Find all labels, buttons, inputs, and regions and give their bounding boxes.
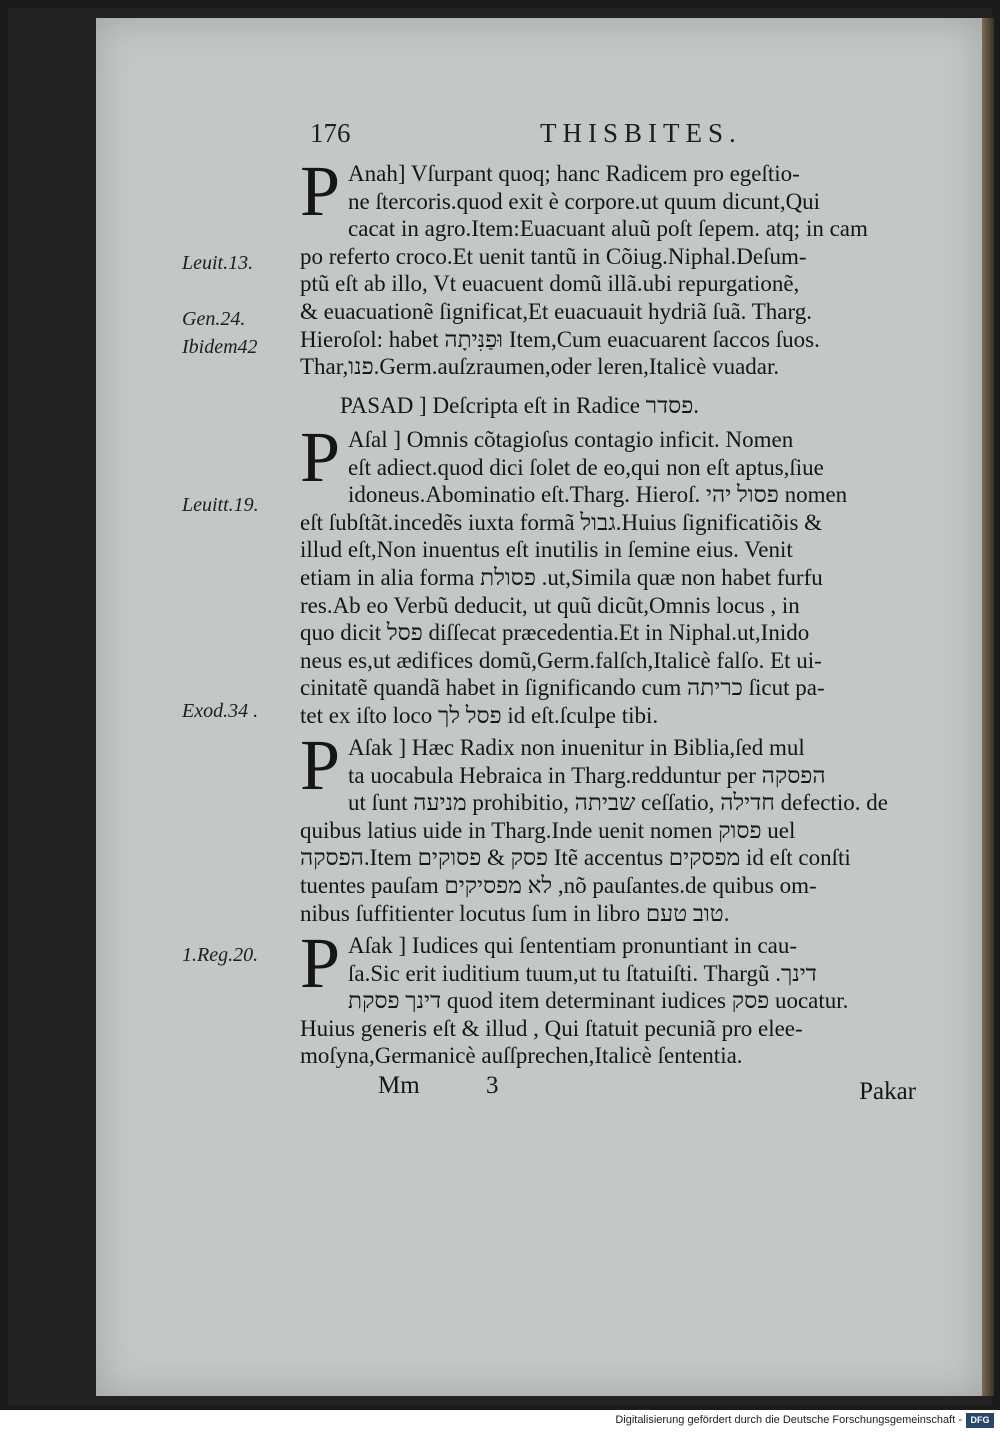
text-line: quo dicit פסל diſſecat præcedentia.Et in Niphal.ut,Inido — [300, 620, 810, 646]
entry-pasad: PASAD ] Deſcripta eſt in Radice פסדר. — [340, 393, 700, 418]
drop-cap: P — [300, 151, 341, 231]
drop-cap: P — [300, 417, 341, 497]
entry-pasak-radix — [300, 725, 952, 927]
text-line: הפסקה.Item פסק & פסוקים Itẽ accentus מפסקים id eſt conſti — [300, 845, 851, 871]
text-line: Thar,פנו.Germ.auſzraumen,oder leren,Italicè vuadar. — [300, 354, 780, 380]
drop-cap: P — [300, 725, 341, 805]
main-text — [300, 151, 952, 1070]
text-line: Aſak ] Hæc Radix non inuenitur in Biblia,ſed mul — [348, 735, 805, 760]
text-line: quibus latius uide in Tharg.Inde uenit nomen פסוק uel — [300, 817, 796, 843]
text-line: tet ex iſto loco פסל לך id eſt.ſculpe tibi. — [300, 702, 659, 728]
text-line: ne ſtercoris.quod exit è corpore.ut quum dicunt,Qui — [348, 188, 821, 214]
text-line: etiam in alia forma פסולת .ut,Simila quæ non habet furfu — [300, 564, 823, 590]
text-line: דינך פסקת quod item determinant iudices פסק uocatur. — [348, 988, 849, 1014]
drop-cap: P — [300, 923, 341, 1003]
text-line: eſt adiect.quod dici ſolet de eo,qui non eſt aptus,ſiue — [348, 454, 824, 480]
text-line: cacat in agro.Item:Euacuant aluũ poſt ſepem. atq; in cam — [348, 216, 868, 242]
signature-number: 3 — [486, 1072, 499, 1099]
entry-panah — [300, 151, 952, 381]
text-line: Aſal ] Omnis cõtagioſus contagio inficit. Nomen — [348, 427, 794, 452]
catchword: Pakar — [859, 1078, 916, 1105]
margin-note: Exod.34 . — [182, 700, 259, 722]
text-line: ptũ eſt ab illo, Vt euacuent domũ illã.ubi repurgationẽ, — [300, 271, 800, 297]
entry-pasak-iudices — [300, 923, 952, 1070]
dfg-logo-icon: DFG — [966, 1413, 994, 1428]
text-line: Huius generis eſt & illud , Qui ſtatuit pecuniã pro elee- — [300, 1015, 803, 1041]
digitization-footer — [0, 1410, 1000, 1432]
text-line: ta uocabula Hebraica in Tharg.redduntur per הפסקה — [348, 762, 826, 788]
text-line: eſt ſubſtãt.incedẽs iuxta formã גבול.Huius ſignificatiõis & — [300, 509, 823, 535]
text-line: res.Ab eo Verbũ deducit, ut quũ dicũt,Omnis locus , in — [300, 592, 800, 618]
text-line: neus es,ut ædifices domũ,Germ.falſch,Italicè falſo. Et ui- — [300, 647, 822, 673]
signature-mark: Mm — [378, 1072, 420, 1099]
text-line: & euacuationẽ ſignificat,Et euacuauit hydriã ſuã. Tharg. — [300, 298, 812, 324]
text-line: idoneus.Abominatio eſt.Tharg. Hieroſ. פסול יהי nomen — [348, 482, 848, 508]
margin-note: 1.Reg.20. — [182, 944, 259, 966]
text-line: cinitatẽ quandã habet in ſignificando cum כריתה ſicut pa- — [300, 675, 825, 701]
margin-note: Ibidem42 — [182, 336, 258, 358]
text-line: Anah] Vſurpant quoq; hanc Radicem pro egeſtio- — [348, 161, 800, 186]
running-head: THISBITES. — [540, 118, 742, 148]
text-line: moſyna,Germanicè auſſprechen,Italicè ſententia. — [300, 1043, 743, 1069]
margin-note: Gen.24. — [182, 308, 246, 330]
text-line: ſa.Sic erit iuditium tuum,ut tu ſtatuiſti. Thargũ .דינך — [348, 960, 817, 986]
text-line: po referto croco.Et uenit tantũ in Cõiug.Niphal.Deſum- — [300, 243, 807, 269]
text-line: tuentes pauſam לא מפסיקים ,nõ pauſantes.de quibus om- — [300, 872, 817, 898]
margin-note: Leuit.13. — [182, 252, 254, 274]
funding-credit: Digitalisierung gefördert durch die Deutsche Forschungsgemeinschaft - — [615, 1414, 962, 1426]
entry-pasal — [300, 417, 952, 730]
text-line: Hieroſol: habet וּפַנִּיתָה Item,Cum euacuarent ſaccos ſuos. — [300, 326, 820, 352]
page-edge — [982, 18, 994, 1396]
page-signature-line — [300, 1072, 952, 1106]
page-number: 176 — [310, 118, 351, 148]
text-line: Aſak ] Iudices qui ſententiam pronuntiant in cau- — [348, 933, 798, 958]
text-line: illud eſt,Non inuentus eſt inutilis in ſemine eius. Venit — [300, 537, 793, 563]
page-header — [310, 118, 950, 158]
text-line: ut ſunt מניעה prohibitio, שביתה ceſſatio, חדילה defectio. de — [348, 790, 888, 816]
margin-note: Leuitt.19. — [182, 494, 259, 516]
text-line: nibus ſuffitienter locutus ſum in libro טוב טעם. — [300, 900, 730, 926]
